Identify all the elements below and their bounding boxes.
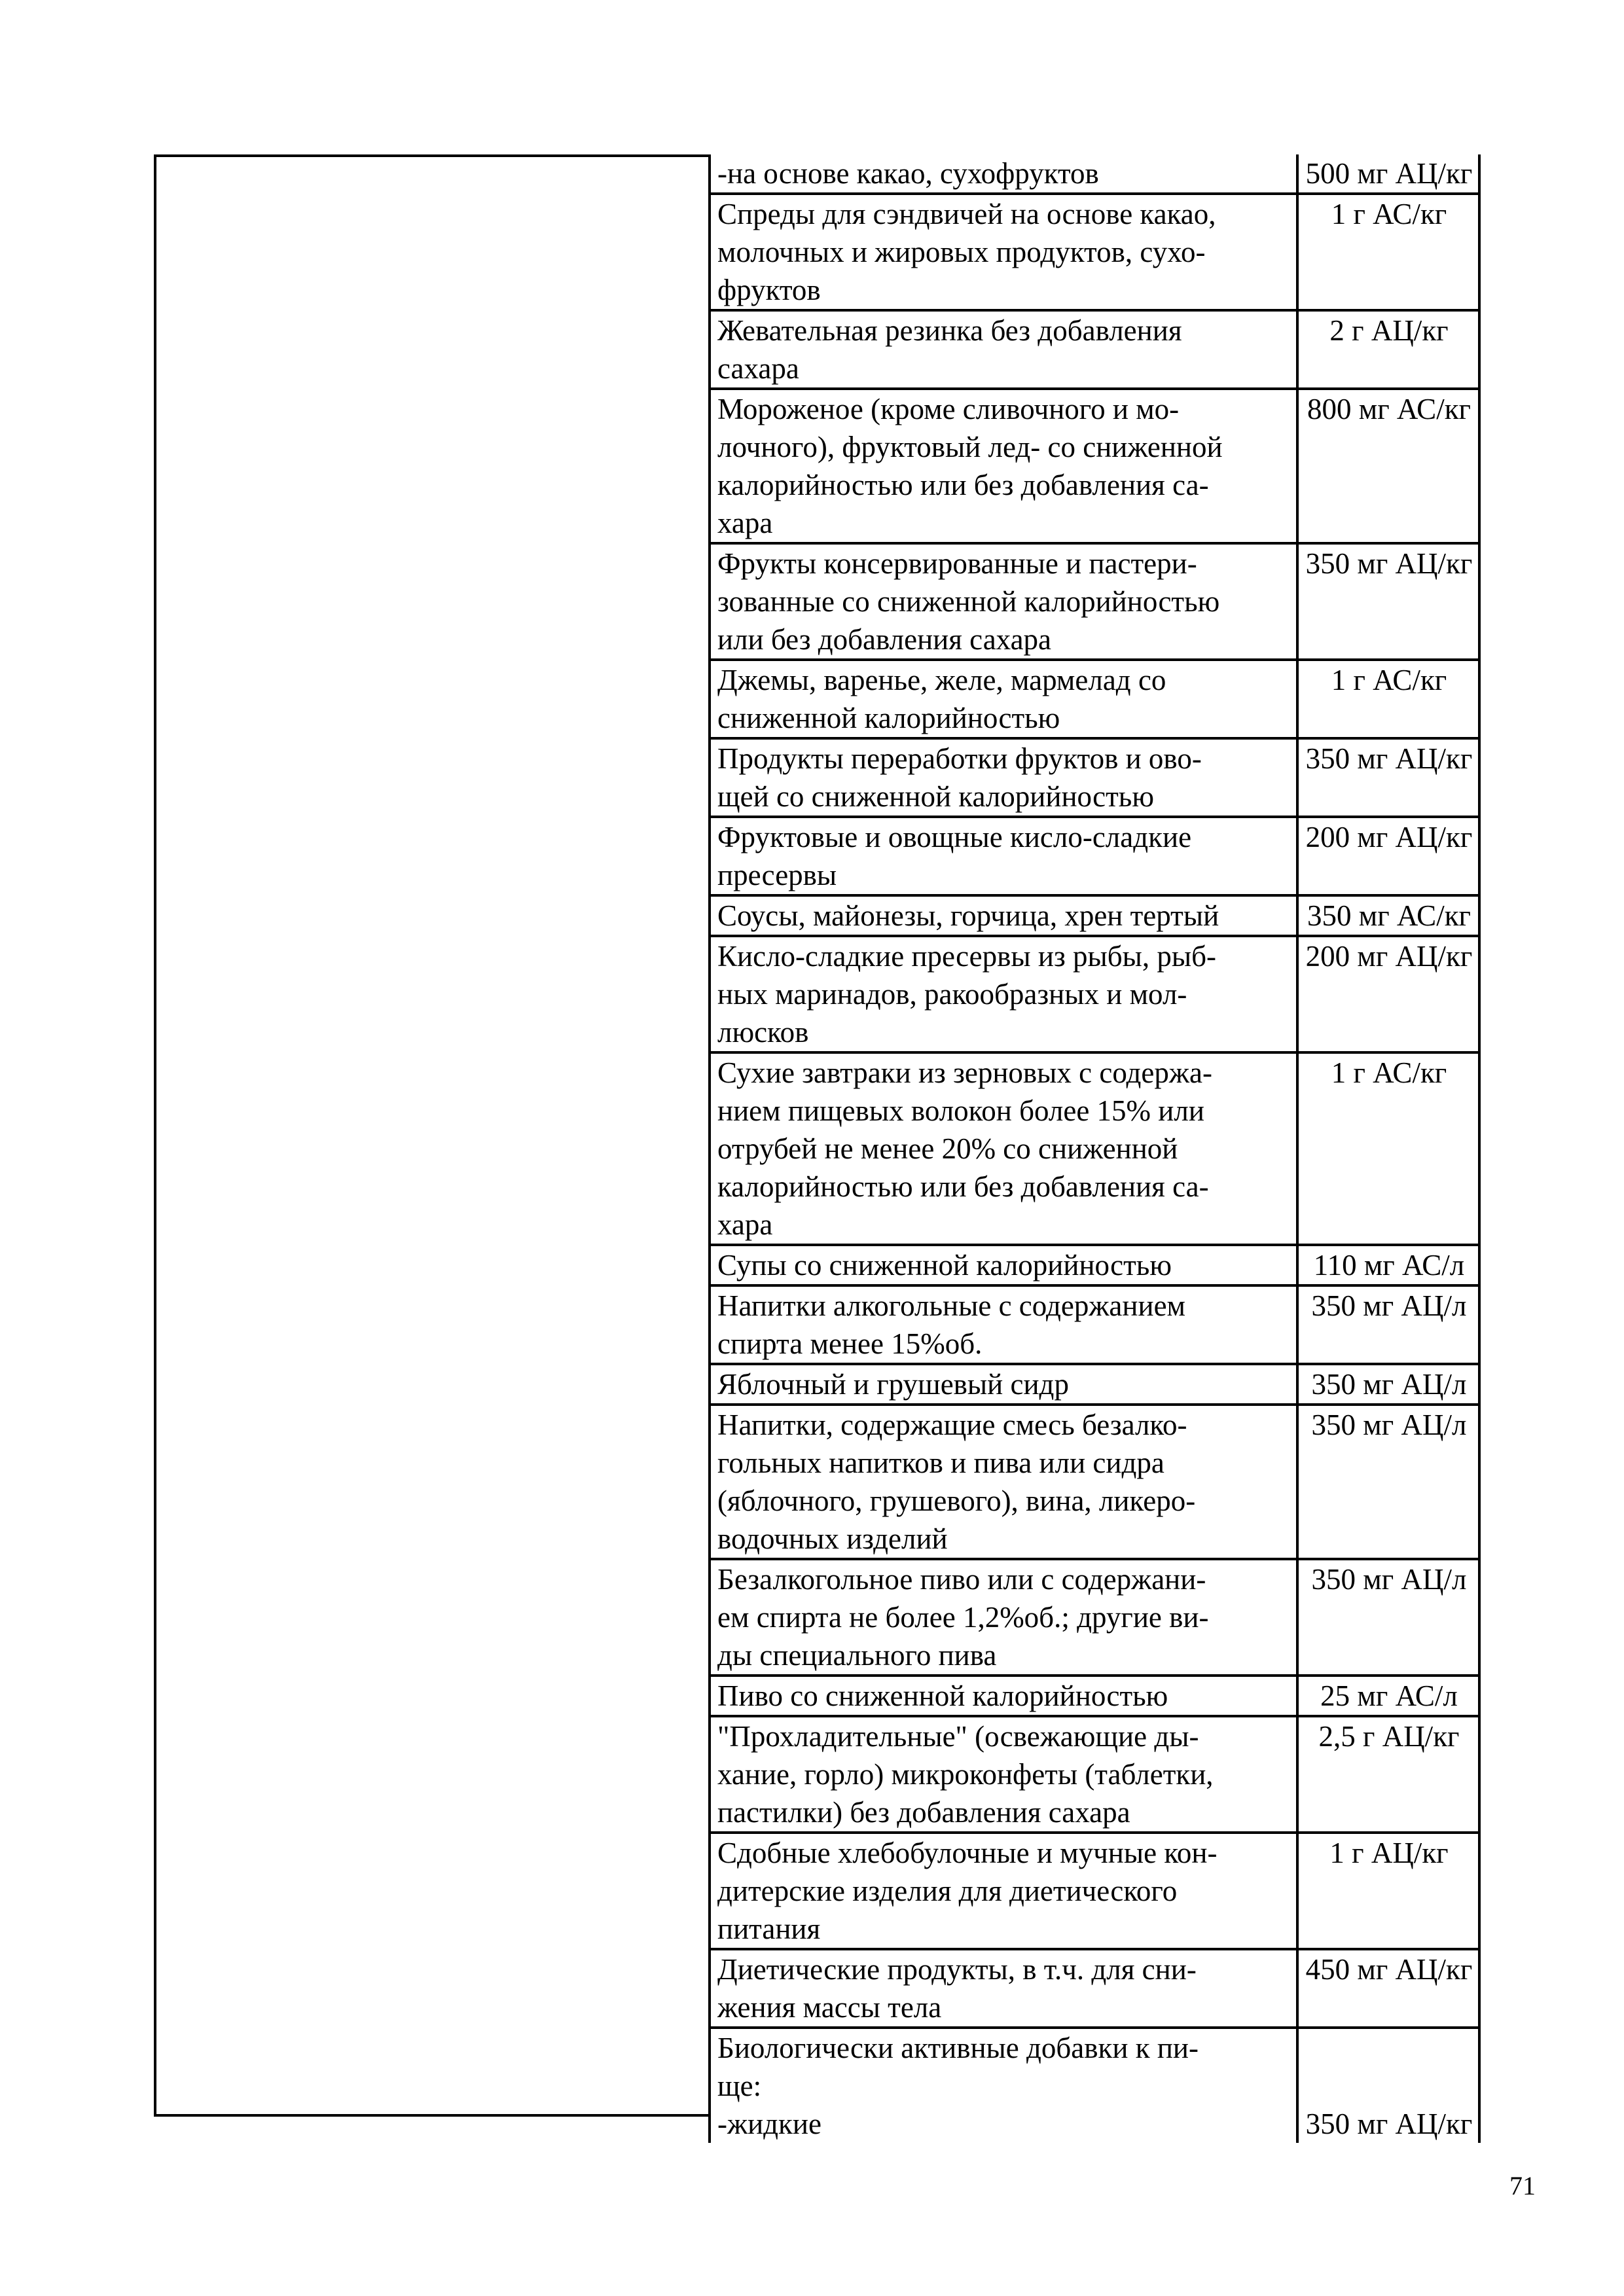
table-row [710,310,1479,389]
table-row [710,895,1479,936]
product-text-line: зованные со сниженной калорийностью [717,585,1220,618]
product-text-line: ще: [717,2070,762,2102]
table-row [710,1949,1479,2028]
dose-text: 350 мг АЦ/кг [1305,547,1473,580]
dose-text: 350 мг АЦ/л [1311,1289,1467,1322]
product-text-line: Сдобные хлебобулочные и мучные кон- [717,1837,1218,1869]
dose-text: 350 мг АЦ/л [1311,1563,1467,1596]
table-row [710,1559,1479,1676]
product-cell [710,1405,1297,1559]
table-row [710,1052,1479,1245]
product-text-line: ды специального пива [717,1639,997,1672]
product-text-line: Жевательная резинка без добавления [717,314,1182,347]
dose-text: 1 г АЦ/кг [1329,1837,1449,1869]
dose-cell [1297,1833,1479,1949]
dose-text: 800 мг АС/кг [1307,393,1471,425]
product-text-line: Продукты переработки фруктов и ово- [717,742,1202,775]
product-text-line: спирта менее 15%об. [717,1327,983,1360]
product-cell [710,1052,1297,1245]
table-row [710,1676,1479,1716]
table-row [710,1716,1479,1833]
sweetener-dosage-table [708,154,1481,2143]
dose-text: 1 г АС/кг [1331,198,1447,230]
dose-cell [1297,1364,1479,1405]
table-row [710,936,1479,1052]
product-cell [710,660,1297,738]
dose-text: 110 мг АС/л [1313,1249,1465,1282]
product-cell [710,1716,1297,1833]
product-text-line: "Прохладительные" (освежающие ды- [717,1720,1199,1753]
table-row [710,389,1479,543]
product-text-line: хара [717,1208,773,1241]
product-cell [710,154,1297,194]
product-text-line: дитерские изделия для диетического [717,1874,1178,1907]
product-text-line: Напитки, содержащие смесь безалко- [717,1408,1187,1441]
product-text-line: лочного), фруктовый лед- со сниженной [717,431,1223,463]
table-row [710,194,1479,310]
product-text-line: отрубей не менее 20% со сниженной [717,1132,1178,1165]
product-cell [710,895,1297,936]
dose-cell [1297,543,1479,660]
product-text-line: Спреды для сэндвичей на основе какао, [717,198,1216,230]
product-cell [710,936,1297,1052]
product-text-line: хание, горло) микроконфеты (таблетки, [717,1758,1214,1791]
product-text-line: пресервы [717,859,837,891]
dose-cell [1297,2028,1479,2143]
product-text-line: молочных и жировых продуктов, сухо- [717,236,1206,268]
table-body [710,154,1479,2143]
table-row [710,1833,1479,1949]
product-text-line: калорийностью или без добавления са- [717,1170,1209,1203]
dose-cell [1297,738,1479,817]
product-text-line: -жидкие [717,2108,821,2140]
dose-cell [1297,310,1479,389]
dose-cell [1297,1285,1479,1364]
dose-text: 350 мг АЦ/л [1311,1408,1467,1441]
dose-text: 500 мг АЦ/кг [1305,157,1473,190]
table-row [710,817,1479,895]
product-cell [710,1833,1297,1949]
product-text-line: питания [717,1912,821,1945]
table-row [710,1245,1479,1285]
table-row [710,1364,1479,1405]
dose-text: 200 мг АЦ/кг [1305,821,1473,853]
product-text-line: жения массы тела [717,1991,942,2024]
product-text-line: калорийностью или без добавления са- [717,469,1209,501]
product-text-line: Безалкогольное пиво или с содержани- [717,1563,1206,1596]
dose-cell [1297,154,1479,194]
product-text-line: сахара [717,352,799,385]
product-cell [710,2028,1297,2143]
product-text-line: Пиво со сниженной калорийностью [717,1679,1168,1712]
table-row [710,1405,1479,1559]
dose-text: 350 мг АЦ/кг [1305,2108,1473,2140]
product-text-line: пастилки) без добавления сахара [717,1796,1130,1829]
dose-cell [1297,936,1479,1052]
product-text-line: фруктов [717,274,821,306]
dose-cell [1297,895,1479,936]
product-text-line: -на основе какао, сухофруктов [717,157,1099,190]
product-cell [710,1285,1297,1364]
dose-cell [1297,1405,1479,1559]
dose-cell [1297,1559,1479,1676]
product-text-line: водочных изделий [717,1522,948,1555]
table-row [710,154,1479,194]
product-text-line: Джемы, варенье, желе, мармелад со [717,664,1166,696]
dose-text: 1 г АС/кг [1331,1056,1447,1089]
product-text-line: ных маринадов, ракообразных и мол- [717,978,1187,1011]
product-text-line: Биологически активные добавки к пи- [717,2032,1199,2064]
table-row [710,1285,1479,1364]
dose-cell [1297,1052,1479,1245]
product-text-line: (яблочного, грушевого), вина, ликеро- [717,1484,1196,1517]
dose-text: 2,5 г АЦ/кг [1318,1720,1460,1753]
dose-text: 350 мг АС/кг [1307,899,1471,932]
dose-text: 1 г АС/кг [1331,664,1447,696]
product-cell [710,1949,1297,2028]
dose-text: 350 мг АЦ/л [1311,1368,1467,1401]
dose-text: 350 мг АЦ/кг [1305,742,1473,775]
product-text-line: сниженной калорийностью [717,702,1060,734]
product-text-line: Диетические продукты, в т.ч. для сни- [717,1953,1197,1986]
table-left-column-cell [154,154,711,2117]
product-cell [710,1559,1297,1676]
dose-cell [1297,660,1479,738]
table-row [710,2028,1479,2143]
dose-text: 200 мг АЦ/кг [1305,940,1473,973]
dose-cell [1297,1949,1479,2028]
product-text-line: ем спирта не более 1,2%об.; другие ви- [717,1601,1209,1634]
product-text-line: Соусы, майонезы, горчица, хрен тертый [717,899,1219,932]
product-text-line: люсков [717,1016,809,1049]
page-number: 71 [1509,2171,1536,2200]
product-cell [710,1364,1297,1405]
dose-cell [1297,389,1479,543]
dose-cell [1297,194,1479,310]
product-text-line: хара [717,507,773,539]
dose-cell [1297,1245,1479,1285]
product-text-line: гольных напитков и пива или сидра [717,1446,1164,1479]
product-text-line: или без добавления сахара [717,623,1052,656]
product-text-line: нием пищевых волокон более 15% или [717,1094,1204,1127]
product-cell [710,817,1297,895]
product-text-line: Напитки алкогольные с содержанием [717,1289,1186,1322]
dose-cell [1297,817,1479,895]
product-cell [710,310,1297,389]
dose-text: 25 мг АС/л [1320,1679,1458,1712]
dose-text: 2 г АЦ/кг [1329,314,1449,347]
product-text-line: Сухие завтраки из зерновых с содержа- [717,1056,1212,1089]
product-cell [710,194,1297,310]
product-text-line: Яблочный и грушевый сидр [717,1368,1069,1401]
product-cell [710,1245,1297,1285]
table-row [710,738,1479,817]
product-text-line: Супы со сниженной калорийностью [717,1249,1172,1282]
dose-cell [1297,1676,1479,1716]
dose-text: 450 мг АЦ/кг [1305,1953,1473,1986]
product-text-line: Кисло-сладкие пресервы из рыбы, рыб- [717,940,1216,973]
dose-cell [1297,1716,1479,1833]
product-text-line: Мороженое (кроме сливочного и мо- [717,393,1180,425]
product-text-line: щей со сниженной калорийностью [717,780,1154,813]
product-cell [710,543,1297,660]
product-cell [710,389,1297,543]
table-row [710,543,1479,660]
table-row [710,660,1479,738]
product-cell [710,1676,1297,1716]
product-text-line: Фрукты консервированные и пастери- [717,547,1197,580]
product-cell [710,738,1297,817]
product-text-line: Фруктовые и овощные кисло-сладкие [717,821,1192,853]
